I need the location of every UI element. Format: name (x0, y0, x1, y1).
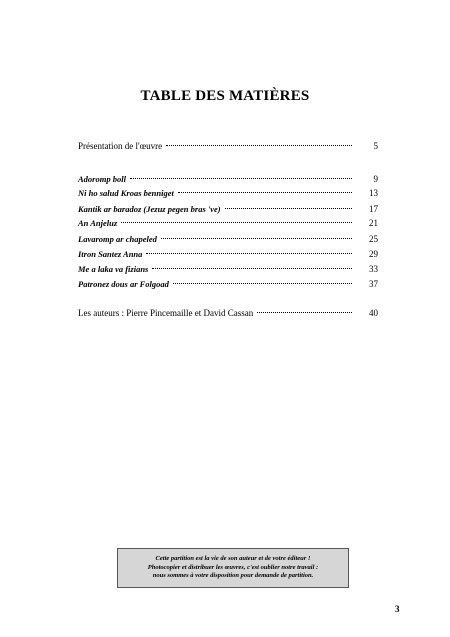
toc-entry-label: Itron Santez Anna (78, 249, 143, 259)
toc-page-number: 37 (369, 279, 378, 289)
toc-page-number: 25 (369, 234, 378, 244)
page-number: 3 (395, 604, 400, 614)
toc-entry-label: Me a laka va fizians (78, 264, 149, 274)
toc-entry[interactable] (78, 216, 378, 230)
toc-page-number: 29 (369, 249, 378, 259)
page-title: TABLE DES MATIÈRES (140, 88, 310, 104)
toc-entry[interactable] (78, 172, 378, 186)
toc-page-number: 9 (373, 174, 378, 184)
dot-leader (130, 178, 352, 179)
toc-page-number: 13 (369, 188, 378, 198)
toc-page-number: 21 (369, 218, 378, 228)
toc-entry-label: Adoromp boll (78, 174, 126, 184)
dot-leader (161, 238, 352, 239)
dot-leader (257, 312, 352, 313)
copyright-notice (117, 548, 349, 588)
toc-entry[interactable] (78, 306, 378, 320)
dot-leader (121, 222, 352, 223)
toc-page-number: 33 (369, 264, 378, 274)
dot-leader (146, 253, 352, 254)
dot-leader (166, 145, 352, 146)
dot-leader (152, 268, 352, 269)
dot-leader (178, 192, 352, 193)
toc-entry[interactable] (78, 202, 378, 216)
toc-entry[interactable] (78, 262, 378, 276)
notice-line: Photocopier et distribuer les œuvres, c'est oublier notre travail : (147, 563, 319, 571)
notice-line: Cette partition est la vie de son auteur et de votre éditeur ! (155, 555, 311, 563)
toc-entry[interactable] (78, 247, 378, 261)
toc-entry[interactable] (78, 232, 378, 246)
notice-line: nous sommes à votre disposition pour demande de partition. (152, 572, 314, 580)
toc-entry-label: Présentation de l'œuvre (78, 141, 163, 151)
toc-page-number: 5 (373, 141, 378, 151)
toc-entry-label: Kantik ar baradoz (Jezuz pegen bras 've) (78, 204, 221, 214)
toc-entry[interactable] (78, 139, 378, 153)
dot-leader (225, 208, 352, 209)
toc-entry-label: Les auteurs : Pierre Pincemaille et David Cassan (78, 308, 254, 318)
toc-entry[interactable] (78, 277, 378, 291)
toc-entry-label: Patronez dous ar Folgoad (78, 279, 169, 289)
dot-leader (173, 283, 352, 284)
toc-entry[interactable] (78, 186, 378, 200)
toc-page-number: 40 (369, 308, 378, 318)
toc-entry-label: Lavaromp ar chapeled (78, 234, 157, 244)
toc-entry-label: Ni ho salud Kroas benniget (78, 188, 174, 198)
toc-entry-label: An Anjeluz (78, 218, 118, 228)
toc-page-number: 17 (369, 204, 378, 214)
